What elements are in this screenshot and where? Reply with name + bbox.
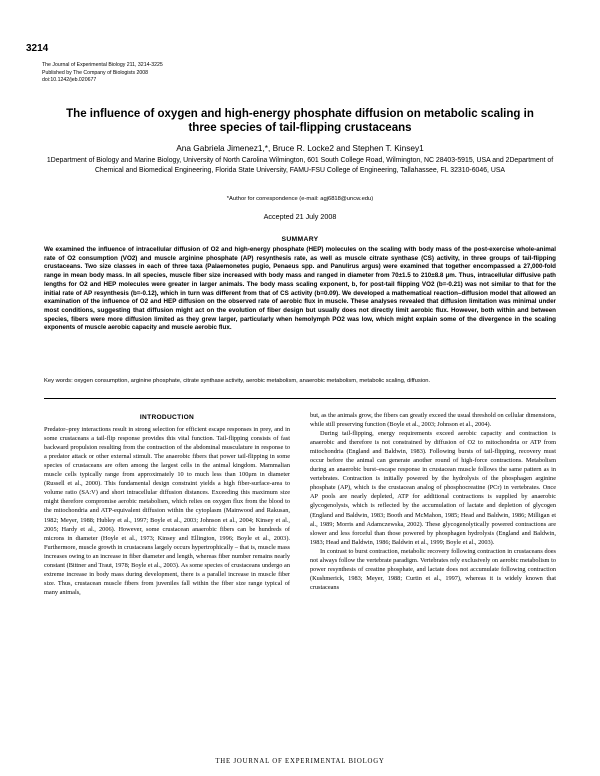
- paragraph: In contrast to burst contraction, metabolic recovery following contraction in crustaceans does not always follow the vertebrate paradigm. Vertebrates rely exclusively on aerobic metabolism to power resynthesis of creatine phosphate, and lactate does not accumulate following contraction (Kushmerick, 1983; Meyer, 1988; Curtin et al., 1997), whereas it is widely known that crustaceans: [310, 547, 556, 591]
- page-number: 3214: [26, 43, 49, 54]
- paragraph: During tail-flipping, energy requirements exceed aerobic capacity and contraction is anaerobic and therefore is not constrained by diffusion of O2 to mitochondria or ATP from mitochondria (England and Baldwin, 1983). Following bursts of tail-flipping, recovery must occur before the animal can generate another round of high-force contractions. Metabolism during an anaerobic burst–escape response in crustacean muscle follows the same pattern as in vertebrates. Contraction is initially powered by the hydrolysis of the phosphagen arginine phosphate (AP), which is the crustacean analog of phosphocreatine (PCr) in vertebrates. Once AP pools are nearly depleted, ATP for additional contractions is supplied by anaerobic glycogenolysis, which is reflected by the accumulation of lactate and depletion of glycogen (England and Baldwin, 1983; Booth and McMahon, 1985; Head and Baldwin, 1986; Milligan et al., 1989; Morris and Adamczewska, 2002). These glycogenolytically powered contractions are slower and less forceful than those powered by phosphagen hydrolysis (England and Baldwin, 1983; Head and Baldwin, 1986; Baldwin et al., 1999; Boyle et al., 2003).: [310, 430, 556, 546]
- journal-footer: THE JOURNAL OF EXPERIMENTAL BIOLOGY: [215, 758, 385, 765]
- right-column: [310, 411, 556, 592]
- introduction-heading: INTRODUCTION: [139, 414, 195, 421]
- accepted-date: Accepted 21 July 2008: [263, 212, 337, 221]
- section-divider: [44, 398, 556, 399]
- affiliations: 1Department of Biology and Marine Biology, University of North Carolina Wilmington, 601 South College Road, Wilmington, NC 28403-5915, USA and 2Department of Chemical and Biomedical Engineering, Florida State University, FAMU-FSU College of Engineering, Tallahassee, FL 32310-6046, USA: [46, 157, 554, 174]
- publisher-line: Published by The Company of Biologists 2008: [42, 69, 149, 76]
- article-title: The influence of oxygen and high-energy phosphate diffusion on metabolic scaling in three species of tail-flipping crustaceans: [66, 108, 534, 134]
- paragraph: but, as the animals grow, the fibers can greatly exceed the usual threshold on cellular dimensions, while still preserving function (Boyle et al., 2003; Johnson et al., 2004).: [310, 412, 556, 429]
- publication-info: [42, 62, 163, 85]
- paragraph: Predator–prey interactions result in strong selection for efficient escape responses in prey, and in some crustaceans a tail-flip response provides this vital function. Tail-flipping consists of fast backward propulsion resulting from the contraction of the abdominal musculature in response to a predator attack or other external stimuli. The anaerobic fibers that power tail-flipping in some species of crustaceans are often among the largest cells in the animal kingdom. Mammalian muscle cells typically range from approximately 10 to much less than 100μm in diameter (Russell et al., 2000). This fundamental design constraint yields a high fiber-surface-area to volume ratio (SA:V) and short intracellular diffusion distances. Exceeding this maximum size might therefore compromise aerobic metabolism, which relies on oxygen flux from the blood to the mitochondria and ATP-equivalent diffusion within the cytoplasm (Mainwood and Rakusan, 1982; Meyer, 1988; Hubley et al., 1997; Boyle et al., 2003; Johnson et al., 2004; Kinsey et al., 2005; Hardy et al., 2006). However, some crustacean anaerobic fibers can be hundreds of microns in diameter (Hoyle et al., 1973; Kinsey and Ellington, 1996; Boyle et al., 2003). Furthermore, muscle growth in crustaceans largely occurs hypertrophically – that is, muscle mass increases owing to an increase in fiber diameter and length, whereas fiber number remains nearly constant (Bittner and Traut, 1978; Boyle et al., 2003). As some species of crustaceans undergo an extreme increase in body mass during development, there is a parallel increase in muscle fiber size. Thus, crustacean muscle fibers from juveniles fall within the fiber size range typical of many animals,: [44, 426, 290, 596]
- doi: doi:10.1242/jeb.020677: [42, 77, 97, 84]
- summary-heading: SUMMARY: [281, 236, 319, 243]
- authors: Ana Gabriela Jimenez1,*, Bruce R. Locke2 and Stephen T. Kinsey1: [176, 143, 424, 153]
- keywords: Key words: oxygen consumption, arginine phosphate, citrate synthase activity, aerobic metabolism, anaerobic metabolism, metabolic scaling, diffusion.: [44, 378, 431, 384]
- journal-citation: The Journal of Experimental Biology 211, 3214-3225: [42, 62, 163, 68]
- left-column: [44, 413, 290, 597]
- correspondence: *Author for correspondence (e-mail: agj6818@uncw.edu): [226, 196, 374, 202]
- summary-text: We examined the influence of intracellular diffusion of O2 and high-energy phosphate (HEP) molecules on the scaling with body mass of the post-exercise whole-animal rate of O2 consumption (VO2) and muscle arginine phosphate (AP) resynthesis rate, as well as muscle citrate synthase (CS) activity, in three groups of tail-flipping crustaceans. Two size classes in each of three taxa (Palaemonetes pugio, Penaeus spp. and Panulirus argus) were examined that together encompassed a 27,000-fold range in mean body mass. In all species, muscle fiber size increased with body mass and ranged in diameter from 70±1.5 to 210±8.8 μm. Thus, intracellular diffusive path lengths for O2 and HEP molecules were greater in larger animals. The body mass scaling exponent, b, for post-tail flipping VO2 (b=-0.21) was not similar to that for the initial rate of AP resynthesis (b=-0.12), which in turn was different from that of CS activity (b=0.09). We developed a mathematical reaction–diffusion model that allowed an examination of the influence of O2 and HEP diffusion on the observed rate of aerobic flux in muscle. These analyses revealed that diffusion limitation was minimal under most conditions, suggesting that diffusion might act on the evolution of fiber design but usually does not directly limit aerobic flux. However, both within and between species, fibers were more diffusion limited as they grew larger, particularly when hemolymph PO2 was low, which might explain some of the divergence in the scaling exponents of muscle aerobic capacity and muscle aerobic flux.: [44, 246, 556, 332]
